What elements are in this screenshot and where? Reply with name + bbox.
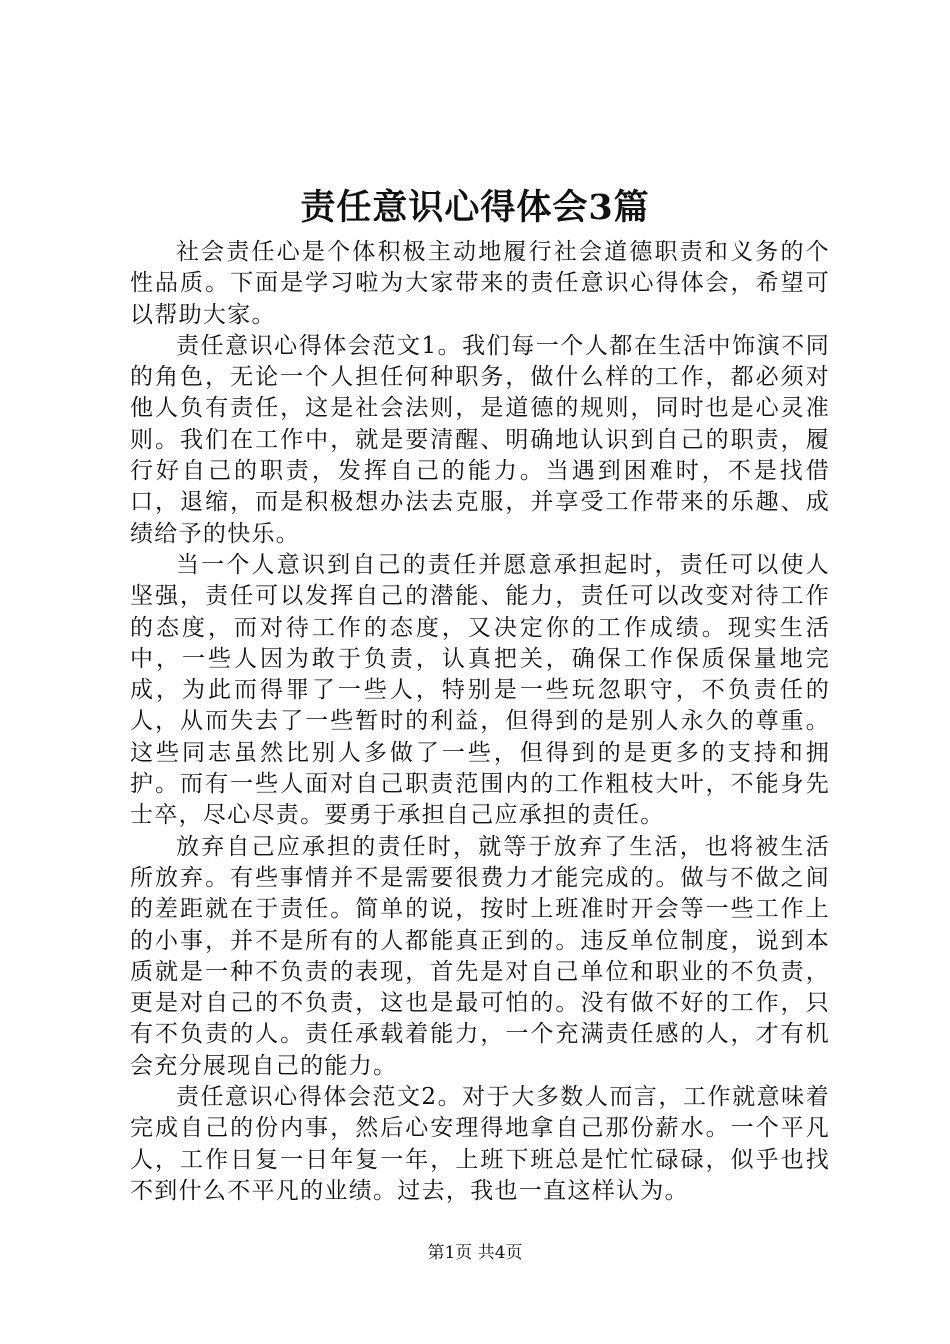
paragraph-sample-2: 责任意识心得体会范文2。对于大多数人而言，工作就意味着完成自己的份内事，然后心安理得地拿自己那份薪水。一个平凡人，工作日复一日年复一年，上班下班总是忙忙碌碌，似乎也找不到什么不平凡的业绩。过去，我也一直这样认为。	[130, 1084, 830, 1204]
paragraph-responsibility-strength: 当一个人意识到自己的责任并愿意承担起时，责任可以使人坚强，责任可以发挥自己的潜能、能力，责任可以改变对待工作的态度，而对待工作的态度，又决定你的工作成绩。现实生活中，一些人因为敢于负责，认真把关，确保工作保质保量地完成，为此而得罪了一些人，特别是一些玩忽职守，不负责任的人，从而失去了一些暂时的利益，但得到的是别人永久的尊重。这些同志虽然比别人多做了一些，但得到的是更多的支持和拥护。而有一些人面对自己职责范围内的工作粗枝大叶，不能身先士卒，尽心尽责。要勇于承担自己应承担的责任。	[130, 551, 830, 829]
paragraph-sample-1: 责任意识心得体会范文1。我们每一个人都在生活中饰演不同的角色，无论一个人担任何种职务，做什么样的工作，都必须对他人负有责任，这是社会法则，是道德的规则，同时也是心灵准则。我们在工作中，就是要清醒、明确地认识到自己的职责，履行好自己的职责，发挥自己的能力。当遇到困难时，不是找借口，退缩，而是积极想办法去克服，并享受工作带来的乐趣、成绩给予的快乐。	[130, 332, 830, 547]
paragraph-giving-up-responsibility: 放弃自己应承担的责任时，就等于放弃了生活，也将被生活所放弃。有些事情并不是需要很费力才能完成的。做与不做之间的差距就在于责任。简单的说，按时上班准时开会等一些工作上的小事，并不是所有的人都能真正到的。违反单位制度，说到本质就是一种不负责的表现，首先是对自己单位和职业的不负责，更是对自己的不负责，这也是最可怕的。没有做不好的工作，只有不负责的人。责任承载着能力，一个充满责任感的人，才有机会充分展现自己的能力。	[130, 833, 830, 1079]
page-number-footer: 第1页 共4页	[427, 1243, 523, 1263]
document-title: 责任意识心得体会3篇	[300, 187, 650, 228]
paragraph-intro: 社会责任心是个体积极主动地履行社会道德职责和义务的个性品质。下面是学习啦为大家带来的责任意识心得体会，希望可以帮助大家。	[130, 239, 830, 328]
document-body	[130, 237, 830, 1207]
